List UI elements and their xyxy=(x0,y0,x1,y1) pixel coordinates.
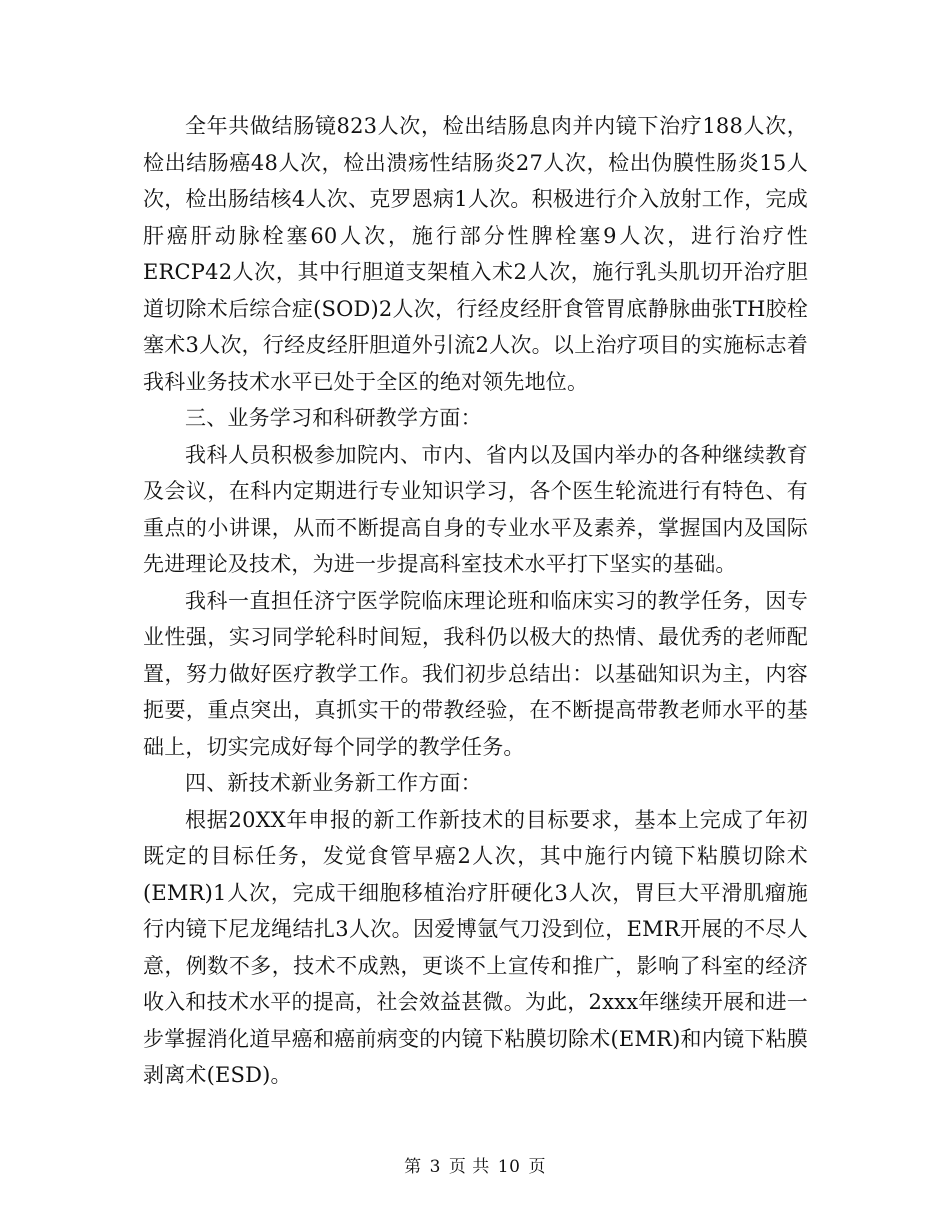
paragraph-teaching-tasks: 我科一直担任济宁医学院临床理论班和临床实习的教学任务，因专业性强，实习同学轮科时间短，我科仍以极大的热情、最优秀的老师配置，努力做好医疗教学工作。我们初步总结出：以基础知识为主，内容扼要，重点突出，真抓实干的带教经验，在不断提高带教老师水平的基础上，切实完成好每个同学的教学任务。 xyxy=(143,588,808,759)
total-pages-number: 10 xyxy=(497,1157,521,1177)
page-footer xyxy=(0,1152,950,1177)
paragraph-continuing-education: 我科人员积极参加院内、市内、省内以及国内举办的各种继续教育及会议，在科内定期进行专业知识学习，各个医生轮流进行有特色、有重点的小讲课，从而不断提高自身的专业水平及素养，掌握国内及国际先进理论及技术，为进一步提高科室技术水平打下坚实的基础。 xyxy=(143,442,808,576)
paragraph-new-technology: 根据20XX年申报的新工作新技术的目标要求，基本上完成了年初既定的目标任务，发觉食管早癌2人次，其中施行内镜下粘膜切除术(EMR)1人次，完成干细胞移植治疗肝硬化3人次，胃巨大平滑肌瘤施行内镜下尼龙绳结扎3人次。因爱博氩气刀没到位，EMR开展的不尽人意，例数不多，技术不成熟，更谈不上宣传和推广，影响了科室的经济收入和技术水平的提高，社会效益甚微。为此，2xxx年继续开展和进一步掌握消化道早癌和癌前病变的内镜下粘膜切除术(EMR)和内镜下粘膜剥离术(ESD)。 xyxy=(143,807,808,1087)
current-page-number: 3 xyxy=(429,1157,441,1177)
section-heading-study-research: 三、业务学习和科研教学方面： xyxy=(185,406,482,430)
footer-suffix: 页 xyxy=(528,1157,546,1177)
document-body xyxy=(143,108,808,1094)
paragraph-colonoscopy-stats: 全年共做结肠镜823人次，检出结肠息肉并内镜下治疗188人次，检出结肠癌48人次，检出溃疡性结肠炎27人次，检出伪膜性肠炎15人次，检出肠结核4人次、克罗恩病1人次。积极进行介入放射工作，完成肝癌肝动脉栓塞60人次，施行部分性脾栓塞9人次，进行治疗性ERCP42人次，其中行胆道支架植入术2人次，施行乳头肌切开治疗胆道切除术后综合症(SOD)2人次，行经皮经肝食管胃底静脉曲张TH胶栓塞术3人次，行经皮经肝胆道外引流2人次。以上治疗项目的实施标志着我科业务技术水平已处于全区的绝对领先地位。 xyxy=(143,114,808,394)
section-heading-new-technology: 四、新技术新业务新工作方面： xyxy=(185,771,482,795)
footer-prefix: 第 xyxy=(404,1157,422,1177)
footer-mid: 页 共 xyxy=(448,1157,490,1177)
